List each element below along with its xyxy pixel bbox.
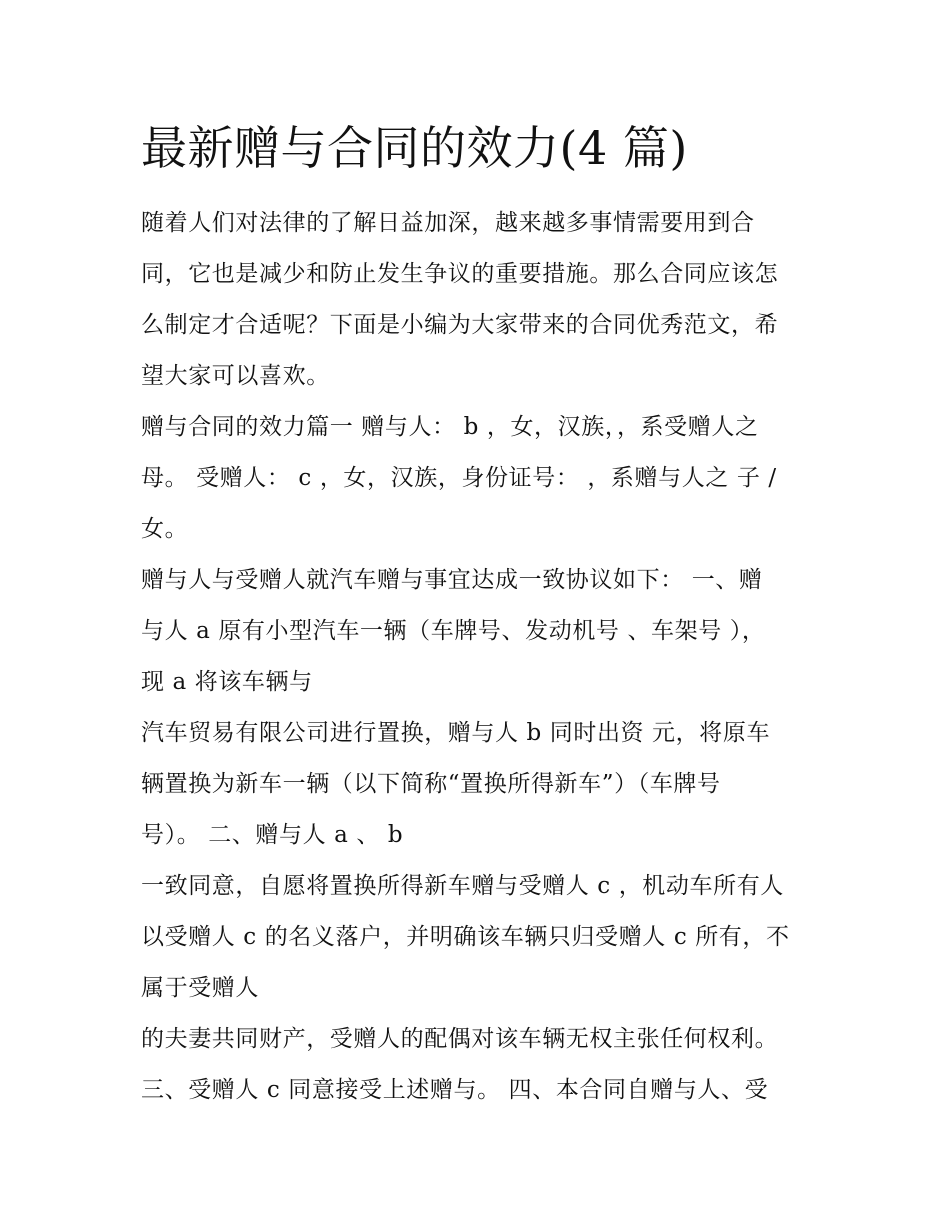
body-line: 女。 [141, 516, 189, 542]
body-line: 么制定才合适呢？下面是小编为大家带来的合同优秀范文，希 [141, 312, 779, 338]
document-title: 最新赠与合同的效力(4 篇) [141, 121, 688, 175]
body-line: 同，它也是减少和防止发生争议的重要措施。那么合同应该怎 [141, 261, 779, 287]
body-line: 号）。 二、赠与人 a 、 b [141, 822, 404, 848]
body-line: 汽车贸易有限公司进行置换，赠与人 b 同时出资 元，将原车 [141, 720, 771, 746]
body-line: 三、受赠人 c 同意接受上述赠与。 四、本合同自赠与人、受 [141, 1077, 769, 1103]
body-line: 辆置换为新车一辆（以下简称“置换所得新车”）（车牌号 [141, 771, 721, 797]
document-body [141, 198, 821, 1116]
body-line: 赠与人与受赠人就汽车赠与事宜达成一致协议如下： 一、赠 [141, 567, 763, 593]
body-line: 与人 a 原有小型汽车一辆（车牌号、发动机号 、车架号 ）， [141, 618, 766, 644]
body-line: 以受赠人 c 的名义落户，并明确该车辆只归受赠人 c 所有，不 [141, 924, 790, 950]
body-line: 赠与合同的效力篇一 赠与人： b ，女，汉族，，系受赠人之 [141, 414, 759, 440]
body-line: 随着人们对法律的了解日益加深，越来越多事情需要用到合 [141, 210, 755, 236]
body-line: 的夫妻共同财产，受赠人的配偶对该车辆无权主张任何权利。 [141, 1026, 779, 1052]
body-line: 现 a 将该车辆与 [141, 669, 313, 695]
body-line: 母。 受赠人： c ，女，汉族，身份证号： ，系赠与人之 子 / [141, 465, 777, 491]
body-line: 属于受赠人 [141, 975, 259, 1001]
body-line: 望大家可以喜欢。 [141, 363, 330, 389]
body-line: 一致同意，自愿将置换所得新车赠与受赠人 c ，机动车所有人 [141, 873, 784, 899]
